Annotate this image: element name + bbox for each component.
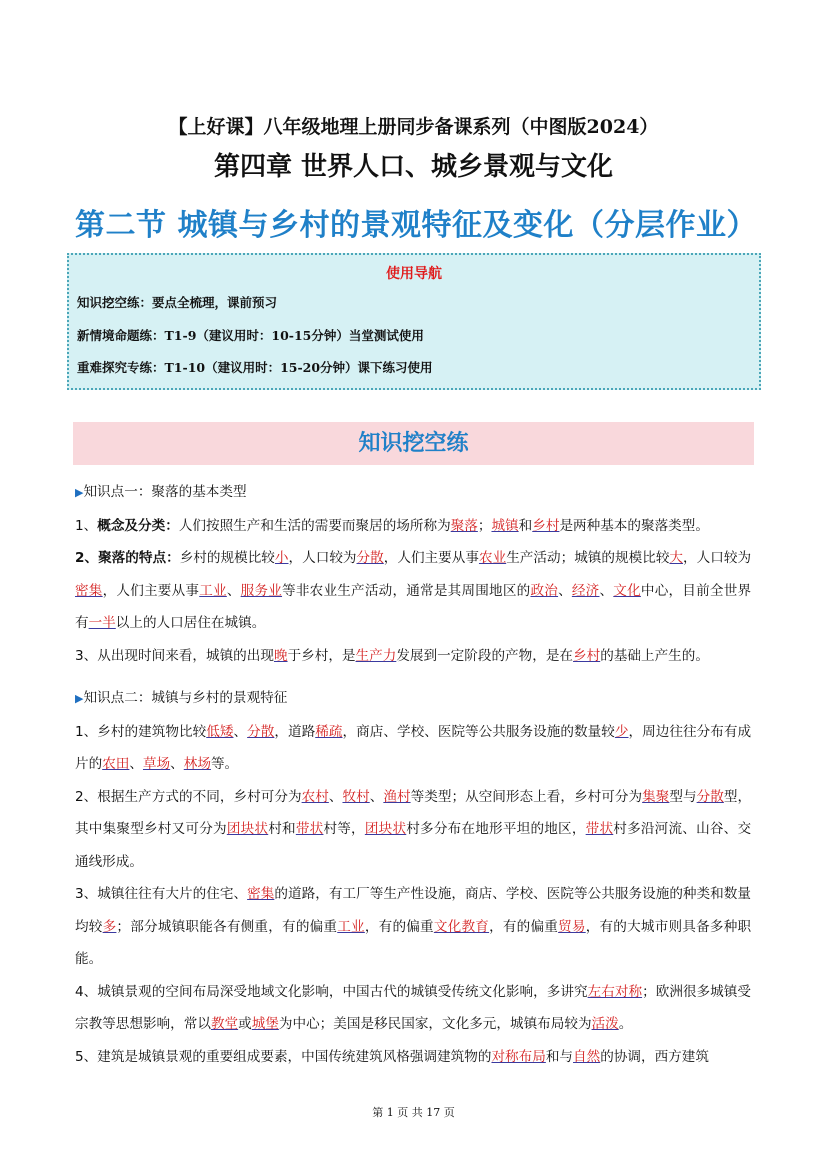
usage-guide-line: 新情境命题练：T1-9（建议用时：10-15分钟）当堂测试使用 bbox=[77, 327, 424, 343]
answer-blank: 农村 bbox=[301, 788, 329, 805]
answer-blank: 渔村 bbox=[383, 788, 411, 805]
answer-blank: 团块状 bbox=[364, 821, 407, 837]
text-segment: 和与 bbox=[545, 1048, 574, 1065]
text-segment: 和 bbox=[518, 517, 533, 534]
text-segment: 、 bbox=[129, 756, 143, 772]
text-segment: 3、城镇往往有大片的住宅、 bbox=[75, 886, 248, 902]
answer-blank: 工业 bbox=[199, 582, 227, 599]
answer-blank: 草场 bbox=[142, 756, 171, 772]
heading-text: 知识点一：聚落的基本类型 bbox=[83, 484, 247, 500]
answer-blank: 文化教育 bbox=[433, 918, 490, 935]
page-footer: 第 1 页 共 17 页 bbox=[372, 1106, 455, 1119]
answer-blank: 一半 bbox=[88, 615, 116, 631]
answer-blank: 密集 bbox=[75, 582, 103, 599]
text-segment: 于乡村，是 bbox=[287, 647, 356, 664]
answer-blank: 贸易 bbox=[558, 918, 586, 935]
text-segment: 村多分布在地形平坦的地区， bbox=[406, 821, 586, 837]
answer-blank: 牧村 bbox=[342, 788, 370, 805]
series-title: 【上好课】八年级地理上册同步备课系列（中图版2024） bbox=[168, 116, 659, 138]
text-segment: 生产活动；城镇的规模比较 bbox=[506, 550, 670, 566]
answer-blank: 低矮 bbox=[206, 723, 234, 740]
text-segment: 、 bbox=[170, 756, 184, 772]
text-segment: 。 bbox=[618, 1016, 633, 1032]
answer-blank: 城镇 bbox=[491, 517, 519, 534]
paragraph bbox=[75, 976, 751, 1041]
answer-blank: 密集 bbox=[247, 886, 275, 902]
triangle-right-icon: ▶ bbox=[75, 692, 84, 705]
text-segment: ； bbox=[477, 517, 492, 534]
answer-blank: 分散 bbox=[696, 788, 724, 805]
answer-blank: 城堡 bbox=[251, 1016, 279, 1032]
knowledge-point-heading bbox=[75, 682, 751, 716]
paragraph bbox=[75, 542, 751, 640]
text-segment: 型，其中集聚型乡村又可分为 bbox=[75, 788, 752, 837]
text-segment: 型与 bbox=[669, 788, 697, 805]
text-segment: 村等， bbox=[323, 821, 365, 837]
text-segment: 是两种基本的聚落类型。 bbox=[559, 517, 709, 534]
text-segment: 村多沿河流、山谷、交通线形成。 bbox=[75, 821, 752, 870]
text-segment: 以上的人口居住在城镇。 bbox=[115, 615, 266, 631]
text-segment: 、 bbox=[369, 788, 384, 805]
text-segment: ，人们主要从事 bbox=[102, 582, 200, 599]
answer-blank: 生产力 bbox=[355, 647, 397, 664]
answer-blank: 教堂 bbox=[210, 1016, 239, 1032]
answer-blank: 集聚 bbox=[642, 788, 670, 805]
usage-guide-line: 重难探究专练：T1-10（建议用时：15-20分钟）课下练习使用 bbox=[77, 360, 433, 375]
text-segment: 等类型；从空间形态上看，乡村可分为 bbox=[410, 788, 643, 805]
answer-blank: 多 bbox=[102, 918, 117, 935]
text-segment: ，商店、学校、医院等公共服务设施的数量较 bbox=[342, 723, 615, 740]
text-segment: ，人们主要从事 bbox=[383, 550, 479, 566]
text-segment: 等。 bbox=[210, 756, 239, 772]
text-segment: ，周边往往分布有成片的 bbox=[75, 723, 752, 772]
answer-blank: 工业 bbox=[337, 918, 365, 935]
text-segment: 、 bbox=[599, 582, 614, 599]
text-segment: 为中心；美国是移民国家，文化多元，城镇布局较为 bbox=[278, 1016, 592, 1032]
text-segment: 发展到一定阶段的产物，是在 bbox=[396, 647, 574, 664]
chapter-title: 第四章 世界人口、城乡景观与文化 bbox=[213, 152, 614, 182]
term-label: 概念及分类： bbox=[97, 517, 179, 534]
document-body bbox=[75, 476, 751, 1073]
answer-blank: 服务业 bbox=[240, 582, 283, 599]
answer-blank: 自然 bbox=[573, 1048, 601, 1065]
answer-blank: 农业 bbox=[478, 550, 507, 566]
text-segment: ，人口较为 bbox=[288, 550, 357, 566]
paragraph bbox=[75, 781, 751, 879]
text-segment: 乡村的规模比较 bbox=[179, 550, 275, 566]
answer-blank: 分散 bbox=[356, 550, 384, 566]
text-segment: 的道路，有工厂等生产性设施，商店、学校、医院等公共服务设施的种类和数量均较 bbox=[75, 886, 752, 935]
answer-blank: 对称布局 bbox=[491, 1048, 546, 1065]
knowledge-point-heading bbox=[75, 476, 751, 510]
heading-text: 知识点二：城镇与乡村的景观特征 bbox=[83, 690, 288, 706]
paragraph bbox=[75, 1041, 751, 1074]
text-segment: ，人口较为 bbox=[683, 550, 752, 566]
answer-blank: 乡村 bbox=[573, 647, 601, 664]
section-banner: 知识挖空练 bbox=[73, 422, 754, 465]
text-segment: 、 bbox=[226, 582, 241, 599]
answer-blank: 大 bbox=[669, 550, 684, 566]
answer-blank: 林场 bbox=[183, 756, 211, 772]
text-segment: ，有的偏重 bbox=[489, 918, 559, 935]
text-segment: ，道路 bbox=[274, 723, 316, 740]
text-segment: 、 bbox=[233, 723, 248, 740]
answer-blank: 小 bbox=[274, 550, 289, 566]
paragraph bbox=[75, 640, 751, 673]
answer-blank: 稀疏 bbox=[315, 723, 343, 740]
text-segment: 、 bbox=[328, 788, 343, 805]
text-segment: 的协调，西方建筑 bbox=[600, 1048, 709, 1065]
text-segment: 4、城镇景观的空间布局深受地域文化影响，中国古代的城镇受传统文化影响，多讲究 bbox=[75, 983, 588, 1000]
answer-blank: 晚 bbox=[273, 647, 288, 664]
answer-blank: 农田 bbox=[102, 756, 130, 772]
text-segment: 中心，目前全世界有 bbox=[75, 582, 752, 631]
text-segment: ，有的偏重 bbox=[364, 918, 434, 935]
usage-guide-title: 使用导航 bbox=[386, 266, 442, 282]
text-segment: ；欧洲很多城镇受宗教等思想影响，常以 bbox=[75, 983, 752, 1032]
usage-guide-line: 知识挖空练：要点全梳理，课前预习 bbox=[77, 295, 278, 310]
text-segment: ，有的大城市则具备多种职能。 bbox=[75, 918, 752, 967]
paragraph bbox=[75, 510, 751, 543]
section-title: 第二节 城镇与乡村的景观特征及变化（分层作业） bbox=[75, 208, 757, 243]
text-segment: 、 bbox=[558, 582, 572, 599]
text-segment: 3、从出现时间来看，城镇的出现 bbox=[75, 647, 274, 664]
text-segment: 等非农业生产活动，通常是其周围地区的 bbox=[282, 582, 531, 599]
text-segment: 或 bbox=[238, 1016, 252, 1032]
answer-blank: 文化 bbox=[613, 582, 641, 599]
answer-blank: 左右对称 bbox=[587, 983, 643, 1000]
text-segment: 5、建筑是城镇景观的重要组成要素，中国传统建筑风格强调建筑物的 bbox=[75, 1048, 492, 1065]
triangle-right-icon: ▶ bbox=[75, 486, 84, 499]
text-segment: 人们按照生产和生活的需要而聚居的场所称为 bbox=[178, 517, 451, 534]
answer-blank: 分散 bbox=[247, 723, 275, 740]
text-segment: 村和 bbox=[268, 821, 296, 837]
answer-blank: 带状 bbox=[295, 821, 324, 837]
answer-blank: 聚落 bbox=[450, 517, 478, 534]
answer-blank: 团块状 bbox=[226, 821, 269, 837]
paragraph bbox=[75, 716, 751, 781]
answer-blank: 经济 bbox=[571, 582, 600, 599]
answer-blank: 乡村 bbox=[532, 517, 560, 534]
text-segment: 2、根据生产方式的不同，乡村可分为 bbox=[75, 788, 302, 805]
text-segment: 1、 bbox=[75, 517, 98, 534]
answer-blank: 带状 bbox=[585, 821, 614, 837]
term-label: 2、聚落的特点： bbox=[75, 550, 180, 566]
answer-blank: 活泼 bbox=[591, 1016, 619, 1032]
paragraph bbox=[75, 878, 751, 976]
text-segment: ；部分城镇职能各有侧重，有的偏重 bbox=[116, 918, 338, 935]
text-segment: 的基础上产生的。 bbox=[600, 647, 709, 664]
usage-guide-box bbox=[67, 253, 761, 390]
text-segment: 1、乡村的建筑物比较 bbox=[75, 723, 207, 740]
answer-blank: 少 bbox=[614, 723, 629, 740]
answer-blank: 政治 bbox=[530, 582, 559, 599]
